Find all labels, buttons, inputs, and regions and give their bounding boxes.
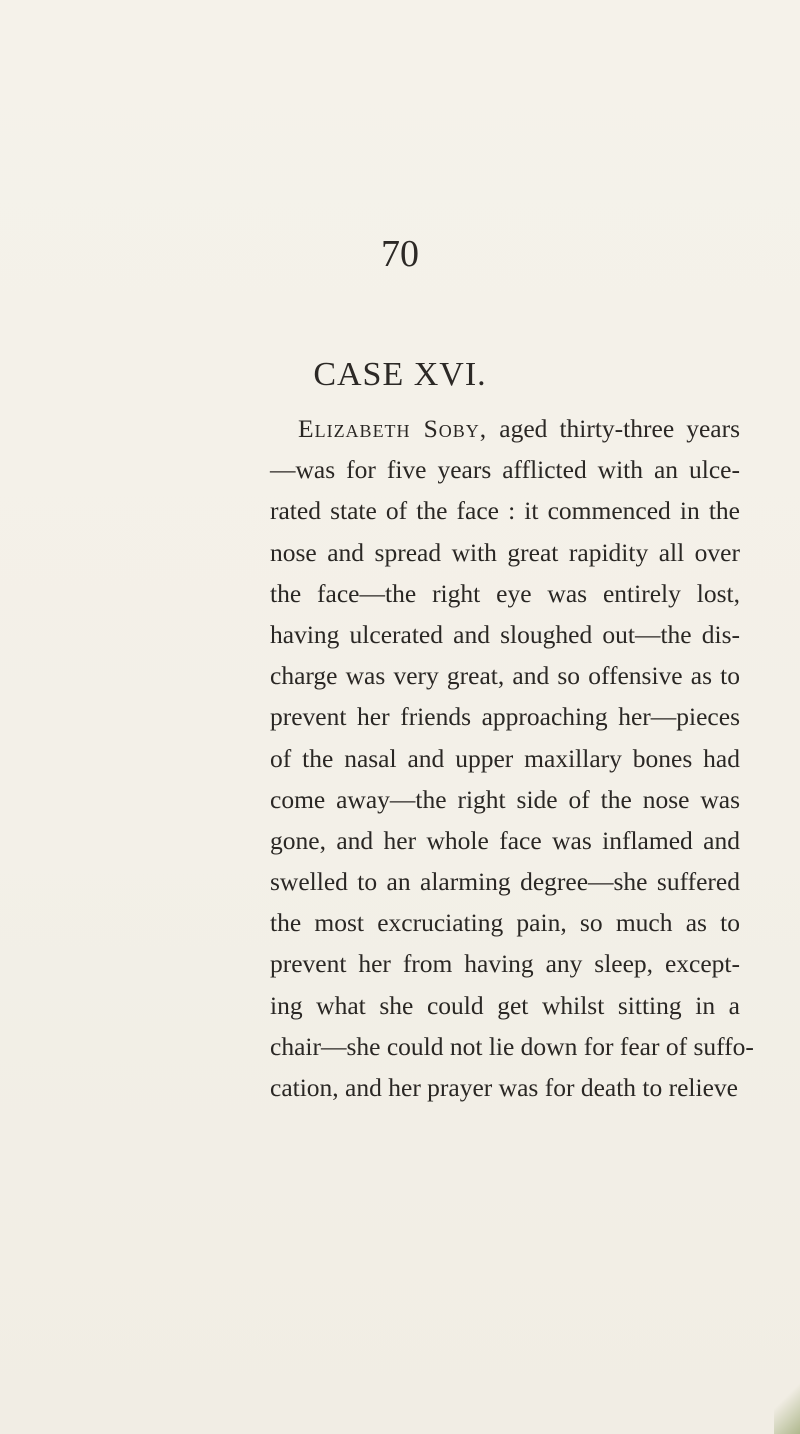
- text-line: —was for five years afflicted with an ulce-: [270, 455, 740, 485]
- case-heading: CASE XVI.: [313, 356, 487, 393]
- text-line: gone, and her whole face was inflamed and: [270, 825, 740, 855]
- text-line: the most excruciating pain, so much as to: [270, 908, 740, 938]
- text-line: prevent her friends approaching her—pieces: [270, 702, 740, 732]
- text-line: chair—she could not lie down for fear of suffo-: [270, 1031, 754, 1061]
- text-line: of the nasal and upper maxillary bones had: [270, 743, 740, 773]
- text-line: swelled to an alarming degree—she suffered: [270, 867, 740, 897]
- text-line: [270, 408, 740, 449]
- text-line: nose and spread with great rapidity all over: [270, 537, 740, 567]
- text-line: rated state of the face : it commenced in the: [270, 496, 740, 526]
- page-edge-shadow: [774, 1374, 800, 1434]
- case-body-text: [270, 408, 754, 1108]
- text-line-fragment: aged thirty-three years: [487, 414, 741, 443]
- page-number: 70: [381, 233, 419, 275]
- text-line: prevent her from having any sleep, except-: [270, 949, 740, 979]
- patient-name: Elizabeth Soby,: [298, 414, 488, 443]
- text-line: cation, and her prayer was for death to relieve: [270, 1073, 738, 1102]
- text-line: ing what she could get whilst sitting in a: [270, 990, 740, 1020]
- text-line: having ulcerated and sloughed out—the dis-: [270, 619, 740, 649]
- text-line: charge was very great, and so offensive as to: [270, 661, 740, 691]
- text-line: come away—the right side of the nose was: [270, 784, 740, 814]
- text-line: the face—the right eye was entirely lost,: [270, 578, 740, 608]
